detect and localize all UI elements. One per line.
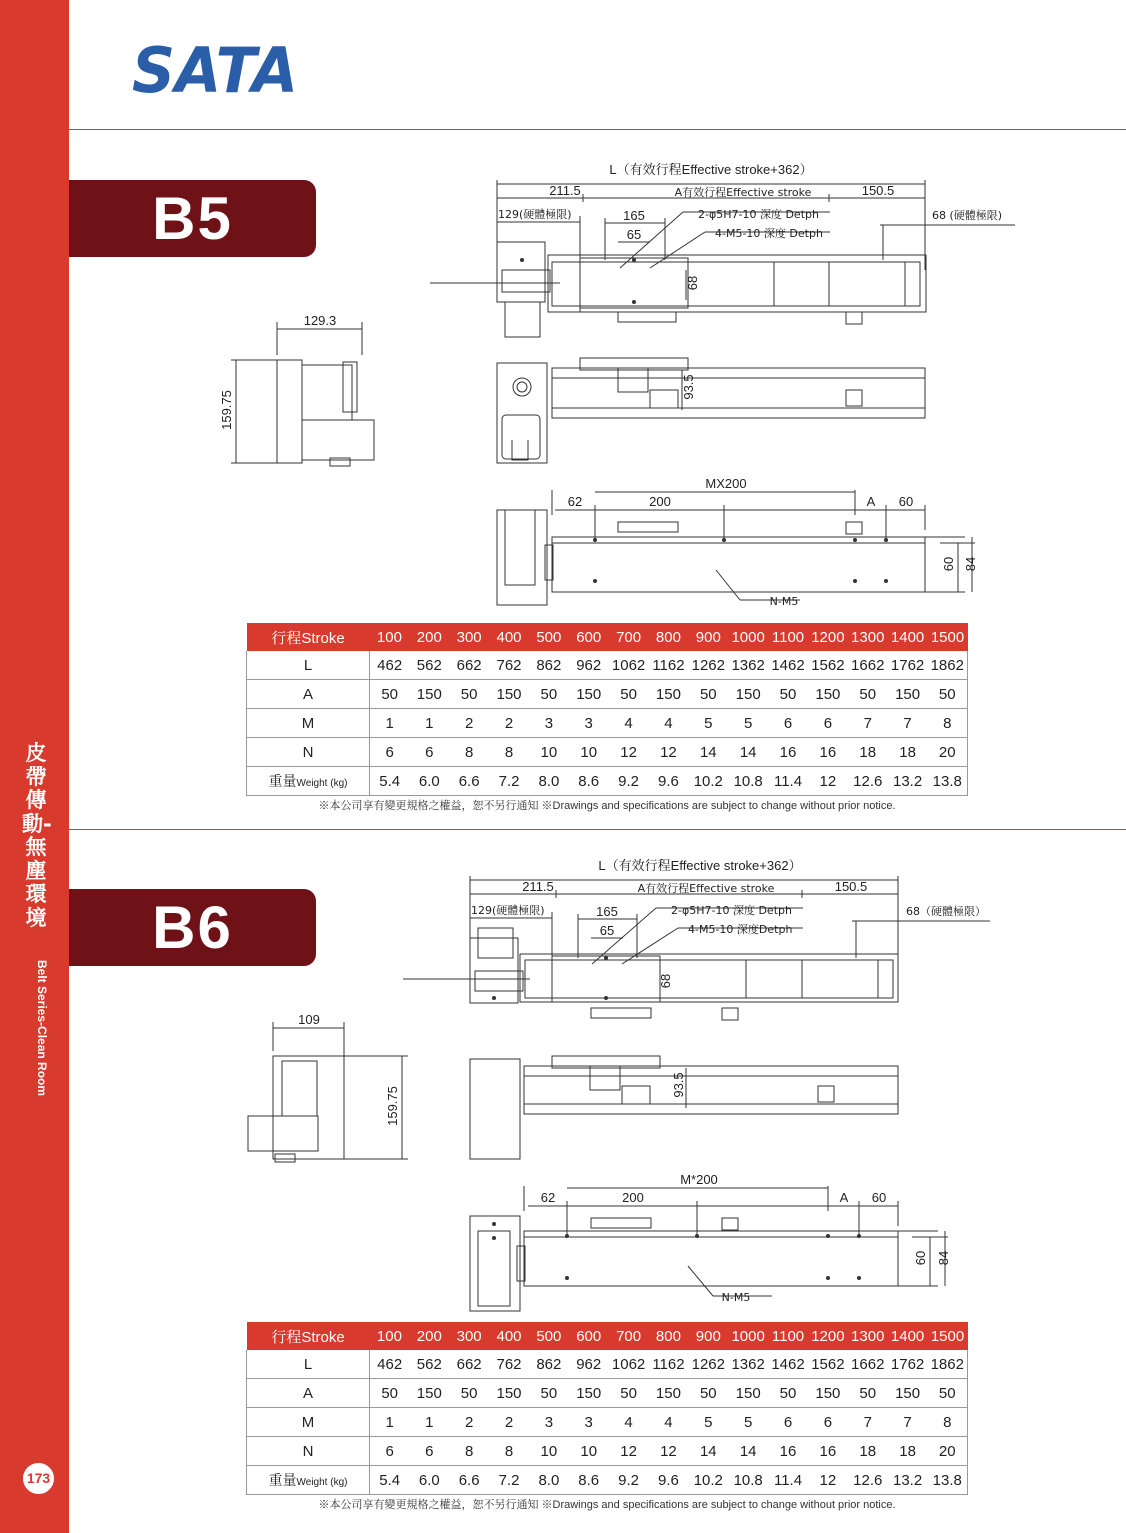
b5-dim-60v: 60 <box>941 556 956 572</box>
table-cell: 150 <box>649 680 689 709</box>
table-cell: 8 <box>928 1408 968 1437</box>
table-cell: 1762 <box>888 651 928 680</box>
table-cell: 50 <box>370 1379 410 1408</box>
b5-dim-129: 129(硬體極限) <box>498 208 572 221</box>
table-cell: 150 <box>569 680 609 709</box>
b5-notice: ※本公司享有變更規格之權益，恕不另行通知 ※Drawings and specifications are subject to change without prior notice. <box>318 800 896 812</box>
b6-stroke-cell: 400 <box>489 1322 529 1350</box>
table-cell: 150 <box>728 1379 768 1408</box>
table-cell: 8 <box>489 1437 529 1466</box>
b6-dim-200: 200 <box>622 1190 644 1205</box>
table-row <box>247 1466 968 1495</box>
table-cell: 150 <box>409 1379 449 1408</box>
table-cell: 50 <box>609 1379 649 1408</box>
b6-header-label: 行程Stroke <box>247 1322 370 1350</box>
b6-dim-a: A <box>839 1190 849 1205</box>
table-cell: 1262 <box>688 1350 728 1379</box>
table-cell: 8.0 <box>529 1466 569 1495</box>
table-row <box>247 1379 968 1408</box>
row-label: A <box>247 680 370 709</box>
table-cell: 5.4 <box>370 1466 410 1495</box>
table-cell: 7 <box>848 709 888 738</box>
b6-stroke-cell: 300 <box>449 1322 489 1350</box>
table-cell: 20 <box>928 1437 968 1466</box>
table-cell: 150 <box>489 1379 529 1408</box>
b5-side-h: 159.75 <box>219 390 234 430</box>
b6-stroke-cell: 1400 <box>888 1322 928 1350</box>
row-label: M <box>247 709 370 738</box>
b5-spec-table <box>246 623 968 796</box>
table-row <box>247 767 968 796</box>
table-cell: 13.2 <box>888 767 928 796</box>
row-label: A <box>247 1379 370 1408</box>
sidebar-title-en: Belt Series-Clean Room <box>35 960 49 1097</box>
b5-dim-62: 62 <box>567 494 583 509</box>
table-cell: 14 <box>728 738 768 767</box>
table-cell: 7 <box>888 1408 928 1437</box>
b5-header-label: 行程Stroke <box>247 623 370 651</box>
b5-stroke-cell: 800 <box>649 623 689 651</box>
table-cell: 4 <box>609 1408 649 1437</box>
table-cell: 14 <box>688 738 728 767</box>
table-cell: 6 <box>409 738 449 767</box>
table-cell: 12 <box>609 738 649 767</box>
table-cell: 11.4 <box>768 1466 808 1495</box>
table-cell: 2 <box>449 1408 489 1437</box>
table-cell: 150 <box>888 680 928 709</box>
table-cell: 1462 <box>768 651 808 680</box>
table-cell: 1662 <box>848 651 888 680</box>
b5-stroke-cell: 300 <box>449 623 489 651</box>
weight-label <box>247 1466 370 1495</box>
b5-dim-68r: 68 (硬體極限) <box>932 209 1003 222</box>
table-cell: 50 <box>529 1379 569 1408</box>
b6-technical-drawing <box>0 846 1126 1316</box>
row-label: N <box>247 1437 370 1466</box>
table-cell: 6 <box>370 738 410 767</box>
table-cell: 14 <box>728 1437 768 1466</box>
table-cell: 10.8 <box>728 767 768 796</box>
table-cell: 50 <box>688 1379 728 1408</box>
table-cell: 1 <box>409 709 449 738</box>
table-cell: 562 <box>409 1350 449 1379</box>
b5-side-w: 129.3 <box>303 313 337 328</box>
table-cell: 50 <box>848 680 888 709</box>
weight-label-cn: 重量 <box>268 773 297 789</box>
table-row <box>247 709 968 738</box>
b6-dim-a-eff: A有效行程Effective stroke <box>637 882 775 895</box>
table-cell: 9.2 <box>609 767 649 796</box>
table-row <box>247 680 968 709</box>
table-cell: 50 <box>449 1379 489 1408</box>
b6-side-h: 159.75 <box>385 1086 400 1126</box>
table-cell: 1162 <box>649 651 689 680</box>
b6-stroke-cell: 1300 <box>848 1322 888 1350</box>
table-cell: 2 <box>449 709 489 738</box>
table-cell: 10 <box>529 1437 569 1466</box>
table-cell: 13.8 <box>928 1466 968 1495</box>
b6-stroke-cell: 200 <box>409 1322 449 1350</box>
table-cell: 662 <box>449 651 489 680</box>
page-number: 173 <box>22 1462 55 1495</box>
table-cell: 20 <box>928 738 968 767</box>
table-row <box>247 1437 968 1466</box>
b5-l-title: L（有效行程Effective stroke+362） <box>609 162 813 177</box>
table-cell: 150 <box>489 680 529 709</box>
model-tag-b5: B5 <box>69 180 316 257</box>
table-cell: 6 <box>808 709 848 738</box>
table-cell: 8 <box>449 1437 489 1466</box>
b6-stroke-cell: 1500 <box>928 1322 968 1350</box>
b6-notice: ※本公司享有變更規格之權益，恕不另行通知 ※Drawings and specifications are subject to change without prior notice. <box>318 1499 896 1511</box>
b6-stroke-cell: 700 <box>609 1322 649 1350</box>
table-cell: 12 <box>808 1466 848 1495</box>
table-cell: 962 <box>569 651 609 680</box>
table-cell: 3 <box>529 1408 569 1437</box>
b5-dim-65: 65 <box>626 227 642 242</box>
table-row <box>247 1408 968 1437</box>
b6-dim-62: 62 <box>540 1190 556 1205</box>
table-cell: 1562 <box>808 651 848 680</box>
b5-dim-a-eff: A有效行程Effective stroke <box>674 186 812 199</box>
table-cell: 16 <box>808 1437 848 1466</box>
b6-hole1: 2-φ5H7-10 深度 Detph <box>671 904 792 917</box>
b6-dim-68v: 68 <box>658 973 673 989</box>
weight-label-cn: 重量 <box>268 1472 297 1488</box>
table-cell: 5 <box>688 709 728 738</box>
b6-dim-68r: 68（硬體極限） <box>906 905 986 918</box>
table-cell: 6 <box>409 1437 449 1466</box>
weight-label-en: Weight (kg) <box>296 1477 348 1488</box>
table-cell: 150 <box>808 1379 848 1408</box>
b6-dim-65: 65 <box>599 923 615 938</box>
table-cell: 50 <box>768 1379 808 1408</box>
table-cell: 6.6 <box>449 1466 489 1495</box>
table-cell: 3 <box>529 709 569 738</box>
table-cell: 7.2 <box>489 767 529 796</box>
table-cell: 4 <box>609 709 649 738</box>
b6-stroke-cell: 100 <box>370 1322 410 1350</box>
divider-top <box>69 129 1126 130</box>
b5-dim-84v: 84 <box>963 556 978 572</box>
table-cell: 1862 <box>928 1350 968 1379</box>
table-cell: 762 <box>489 1350 529 1379</box>
table-cell: 1162 <box>649 1350 689 1379</box>
table-cell: 14 <box>688 1437 728 1466</box>
table-cell: 4 <box>649 709 689 738</box>
b5-stroke-cell: 500 <box>529 623 569 651</box>
model-tag-b6: B6 <box>69 889 316 966</box>
b6-side-w: 109 <box>298 1012 320 1027</box>
table-cell: 2 <box>489 709 529 738</box>
table-cell: 5 <box>728 1408 768 1437</box>
table-cell: 5 <box>688 1408 728 1437</box>
b6-stroke-cell: 800 <box>649 1322 689 1350</box>
table-cell: 12 <box>808 767 848 796</box>
b6-stroke-cell: 600 <box>569 1322 609 1350</box>
b6-dim-211: 211.5 <box>522 879 554 894</box>
table-cell: 1 <box>409 1408 449 1437</box>
b5-dim-200: 200 <box>649 494 671 509</box>
table-cell: 1662 <box>848 1350 888 1379</box>
row-label: N <box>247 738 370 767</box>
table-cell: 12 <box>649 738 689 767</box>
b5-dim-68v: 68 <box>685 275 700 291</box>
table-cell: 18 <box>888 738 928 767</box>
row-label: L <box>247 1350 370 1379</box>
b6-stroke-cell: 1000 <box>728 1322 768 1350</box>
b5-dim-60: 60 <box>898 494 914 509</box>
table-cell: 12 <box>649 1437 689 1466</box>
table-cell: 6.6 <box>449 767 489 796</box>
table-cell: 150 <box>728 680 768 709</box>
table-cell: 3 <box>569 1408 609 1437</box>
table-cell: 862 <box>529 1350 569 1379</box>
sata-logo <box>132 36 302 96</box>
table-cell: 5 <box>728 709 768 738</box>
b6-nm5: N-M5 <box>721 1291 751 1304</box>
b5-stroke-cell: 200 <box>409 623 449 651</box>
table-cell: 9.6 <box>649 767 689 796</box>
table-cell: 1262 <box>688 651 728 680</box>
table-cell: 8 <box>449 738 489 767</box>
b5-dim-935: 93.5 <box>681 374 696 400</box>
b6-header-row <box>247 1322 968 1350</box>
table-cell: 1562 <box>808 1350 848 1379</box>
table-cell: 150 <box>409 680 449 709</box>
table-cell: 1462 <box>768 1350 808 1379</box>
table-cell: 7 <box>888 709 928 738</box>
table-cell: 50 <box>848 1379 888 1408</box>
table-cell: 150 <box>569 1379 609 1408</box>
table-cell: 6 <box>808 1408 848 1437</box>
table-cell: 18 <box>848 738 888 767</box>
table-cell: 762 <box>489 651 529 680</box>
b6-stroke-cell: 500 <box>529 1322 569 1350</box>
table-cell: 50 <box>529 680 569 709</box>
table-cell: 18 <box>888 1437 928 1466</box>
b5-dim-165: 165 <box>623 208 645 223</box>
b6-dim-60v: 60 <box>913 1250 928 1266</box>
b6-spec-table <box>246 1322 968 1495</box>
table-cell: 50 <box>768 680 808 709</box>
b5-dim-a: A <box>866 494 876 509</box>
table-cell: 3 <box>569 709 609 738</box>
b5-hole1: 2-φ5H7-10 深度 Detph <box>698 208 819 221</box>
b5-dim-150: 150.5 <box>861 183 895 198</box>
table-cell: 562 <box>409 651 449 680</box>
table-cell: 1762 <box>888 1350 928 1379</box>
table-cell: 462 <box>370 1350 410 1379</box>
table-cell: 462 <box>370 651 410 680</box>
table-cell: 1362 <box>728 1350 768 1379</box>
b6-dim-150: 150.5 <box>834 879 868 894</box>
b5-hole2: 4-M5-10 深度 Detph <box>715 227 823 240</box>
row-label: L <box>247 651 370 680</box>
table-cell: 2 <box>489 1408 529 1437</box>
b6-dim-129: 129(硬體極限) <box>471 904 545 917</box>
table-cell: 13.2 <box>888 1466 928 1495</box>
table-cell: 13.8 <box>928 767 968 796</box>
table-cell: 150 <box>808 680 848 709</box>
b6-stroke-cell: 900 <box>688 1322 728 1350</box>
logo-text: SATA <box>132 36 298 96</box>
table-cell: 7.2 <box>489 1466 529 1495</box>
table-cell: 1062 <box>609 651 649 680</box>
table-cell: 16 <box>768 738 808 767</box>
table-cell: 16 <box>808 738 848 767</box>
table-cell: 10 <box>569 738 609 767</box>
table-cell: 6.0 <box>409 1466 449 1495</box>
table-cell: 18 <box>848 1437 888 1466</box>
b5-stroke-cell: 900 <box>688 623 728 651</box>
sidebar-title-cn: 皮帶傳動-無塵環境 <box>22 741 52 930</box>
b6-dim-84v: 84 <box>936 1250 951 1266</box>
table-cell: 50 <box>928 680 968 709</box>
b5-stroke-cell: 100 <box>370 623 410 651</box>
table-cell: 150 <box>888 1379 928 1408</box>
b5-header-row <box>247 623 968 651</box>
table-cell: 12.6 <box>848 1466 888 1495</box>
table-row <box>247 1350 968 1379</box>
divider-middle <box>69 829 1126 830</box>
b5-stroke-cell: 600 <box>569 623 609 651</box>
b5-stroke-cell: 400 <box>489 623 529 651</box>
b6-l-title: L（有效行程Effective stroke+362） <box>598 858 802 873</box>
table-cell: 50 <box>609 680 649 709</box>
table-cell: 6 <box>768 709 808 738</box>
table-cell: 962 <box>569 1350 609 1379</box>
table-cell: 8.6 <box>569 1466 609 1495</box>
b5-stroke-cell: 1300 <box>848 623 888 651</box>
b6-dim-935: 93.5 <box>671 1072 686 1098</box>
table-cell: 12.6 <box>848 767 888 796</box>
b6-dim-mx: M*200 <box>680 1172 718 1187</box>
table-cell: 1062 <box>609 1350 649 1379</box>
table-cell: 862 <box>529 651 569 680</box>
row-label: M <box>247 1408 370 1437</box>
table-cell: 5.4 <box>370 767 410 796</box>
table-cell: 4 <box>649 1408 689 1437</box>
table-cell: 8.6 <box>569 767 609 796</box>
table-cell: 10.8 <box>728 1466 768 1495</box>
b6-dim-60: 60 <box>871 1190 887 1205</box>
b5-stroke-cell: 1200 <box>808 623 848 651</box>
table-cell: 662 <box>449 1350 489 1379</box>
b6-hole2: 4-M5-10 深度Detph <box>688 923 793 936</box>
table-cell: 7 <box>848 1408 888 1437</box>
table-cell: 50 <box>449 680 489 709</box>
table-cell: 1 <box>370 709 410 738</box>
table-cell: 10 <box>529 738 569 767</box>
table-cell: 12 <box>609 1437 649 1466</box>
table-cell: 50 <box>370 680 410 709</box>
table-row <box>247 738 968 767</box>
table-cell: 10 <box>569 1437 609 1466</box>
b6-stroke-cell: 1200 <box>808 1322 848 1350</box>
weight-label-en: Weight (kg) <box>296 778 348 789</box>
table-cell: 10.2 <box>688 767 728 796</box>
b5-dim-211: 211.5 <box>549 183 581 198</box>
table-cell: 6 <box>768 1408 808 1437</box>
table-cell: 1 <box>370 1408 410 1437</box>
table-cell: 8.0 <box>529 767 569 796</box>
table-cell: 8 <box>489 738 529 767</box>
table-cell: 6.0 <box>409 767 449 796</box>
b5-stroke-cell: 1400 <box>888 623 928 651</box>
table-cell: 1862 <box>928 651 968 680</box>
table-cell: 1362 <box>728 651 768 680</box>
b5-stroke-cell: 1100 <box>768 623 808 651</box>
table-cell: 10.2 <box>688 1466 728 1495</box>
table-cell: 150 <box>649 1379 689 1408</box>
b6-dim-165: 165 <box>596 904 618 919</box>
table-cell: 16 <box>768 1437 808 1466</box>
b5-stroke-cell: 1000 <box>728 623 768 651</box>
table-row <box>247 651 968 680</box>
b5-stroke-cell: 1500 <box>928 623 968 651</box>
table-cell: 9.2 <box>609 1466 649 1495</box>
b5-dim-mx: MX200 <box>705 476 747 491</box>
table-cell: 6 <box>370 1437 410 1466</box>
b5-technical-drawing <box>0 150 1126 620</box>
b6-stroke-cell: 1100 <box>768 1322 808 1350</box>
table-cell: 50 <box>688 680 728 709</box>
table-cell: 8 <box>928 709 968 738</box>
table-cell: 50 <box>928 1379 968 1408</box>
table-cell: 9.6 <box>649 1466 689 1495</box>
b5-nm5: N-M5 <box>769 595 799 608</box>
weight-label <box>247 767 370 796</box>
b5-stroke-cell: 700 <box>609 623 649 651</box>
table-cell: 11.4 <box>768 767 808 796</box>
